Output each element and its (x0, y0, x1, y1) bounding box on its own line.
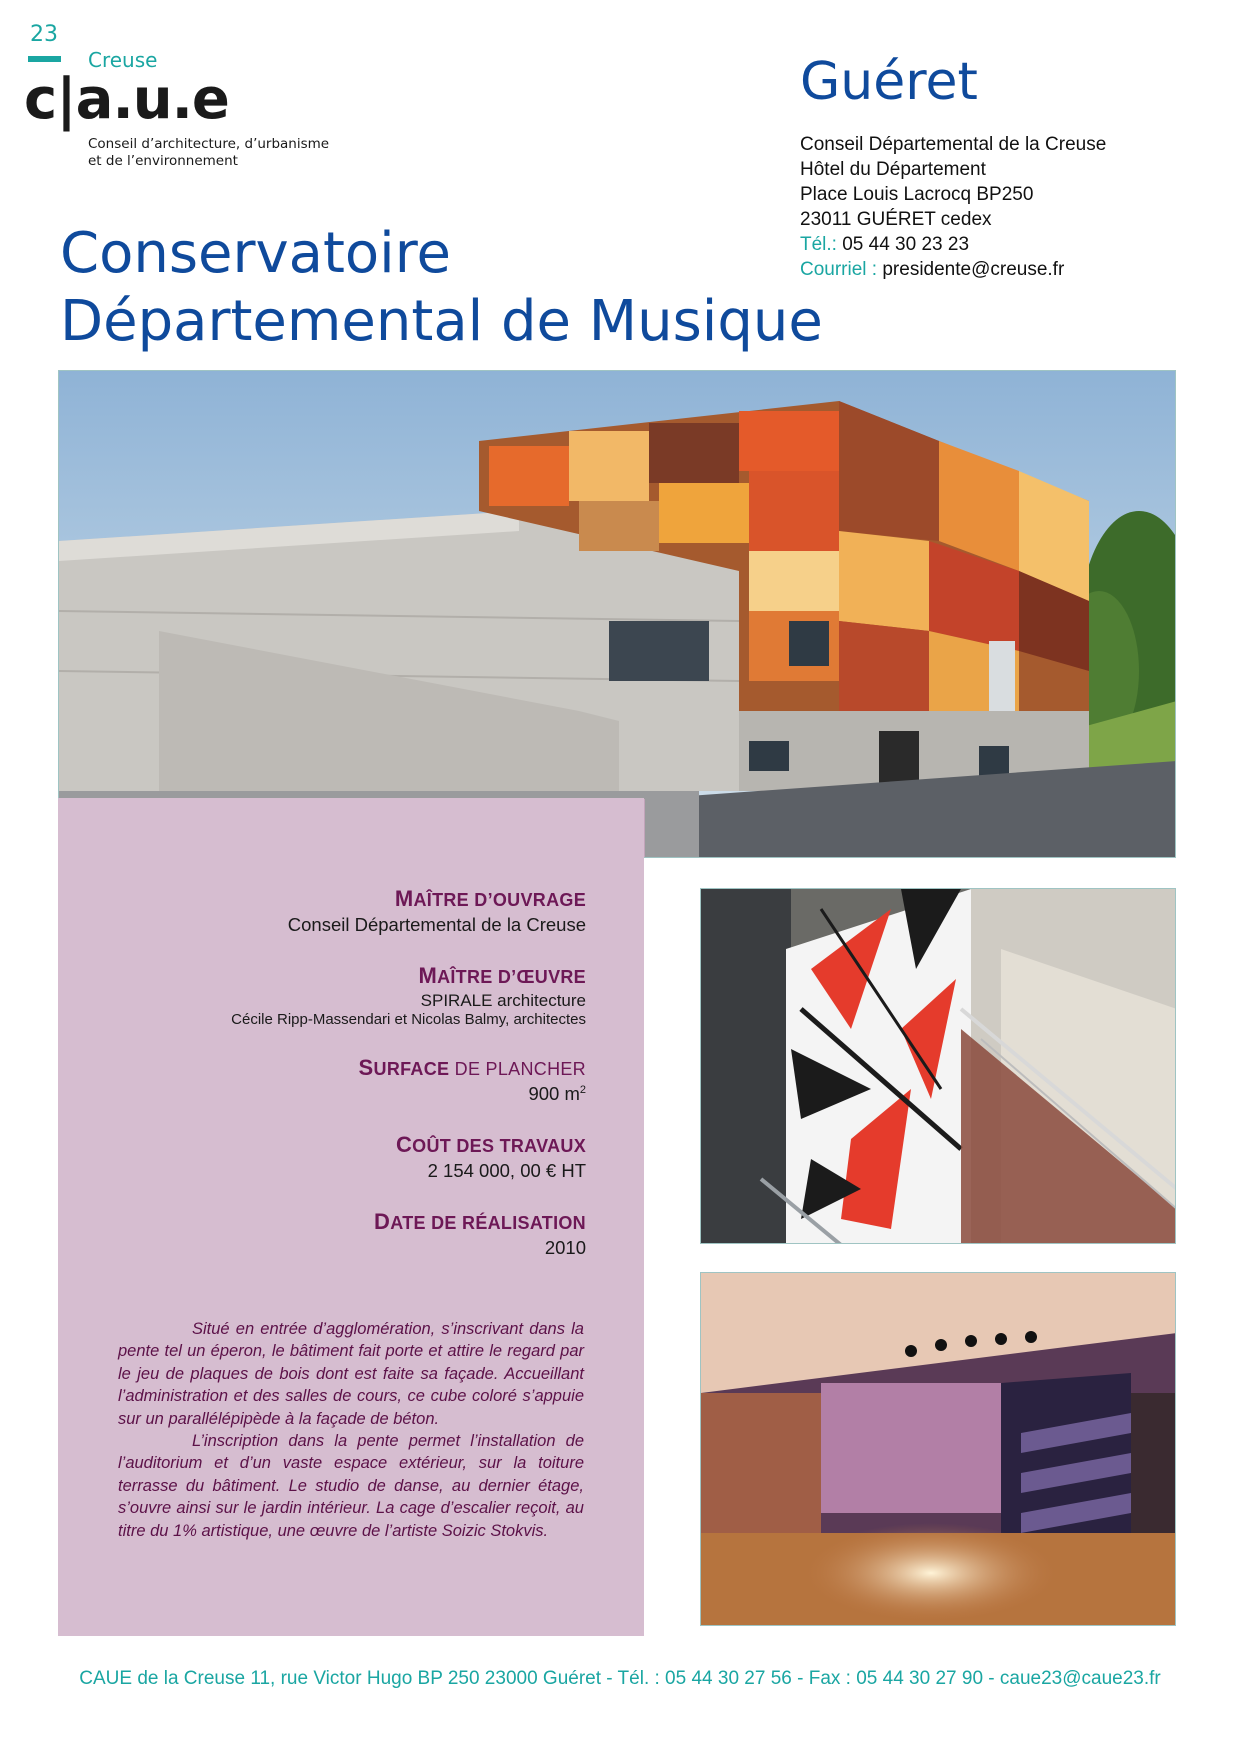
fact-value: 900 $m^2$ (528, 1083, 586, 1104)
fact-surface (58, 1055, 586, 1105)
fact-owner (58, 886, 586, 936)
fact-value: 2 154 000, 00 € HT (427, 1160, 586, 1181)
info-panel (58, 798, 644, 1636)
building-exterior-image (59, 371, 1176, 858)
fact-label: MAÎTRE D’ŒUVRE (418, 963, 586, 988)
logo-region: Creuse (88, 48, 158, 72)
fact-architect (58, 963, 586, 1028)
logo-accent-bar (28, 56, 61, 62)
fact-value: 2010 (544, 1237, 586, 1258)
logo-wordmark: c|a.u.e (24, 67, 229, 132)
fact-label: COÛT DES TRAVAUX (395, 1132, 586, 1157)
fact-label: MAÎTRE D’OUVRAGE (394, 886, 586, 911)
title-line1: Conservatoire (60, 221, 451, 286)
phone-label: Tél.: (800, 234, 837, 255)
address-line: Hôtel du Département (800, 159, 986, 180)
description-paragraph: L’inscription dans la pente permet l’installation de l’auditorium et d’un vaste espace extérieur, sur la toiture terrasse du bâtiment. Le studio de danse, au dernier étage, s’ouvre ainsi sur le jardin intérieur. La cage d’escalier reçoit, au titre du 1% artistique, une œuvre de l’artiste Soizic Stokvis. (118, 1432, 584, 1540)
address-block (800, 132, 1106, 282)
auditorium-photo (700, 1272, 1176, 1626)
logo-number: 23 (30, 22, 58, 47)
description-paragraph: Situé en entrée d’agglomération, s’inscrivant dans la pente tel un éperon, le bâtiment fait porte et attire le regard par le jeu de plaques de bois dont est faite sa façade. Accueillant l’administration et des salles de cours, ce cube coloré s’appuie sur un parallélépipède à la façade de béton. (118, 1320, 584, 1428)
hero-building-photo (58, 370, 1176, 858)
footer-contact: CAUE de la Creuse 11, rue Victor Hugo BP 250 23000 Guéret - Tél. : 05 44 30 27 56 - Fax : 05 44 30 27 90 - caue23@caue23.fr (79, 1668, 1161, 1689)
logo-tagline-line2: et de l’environnement (88, 153, 238, 169)
fact-value: Conseil Départemental de la Creuse (287, 914, 586, 935)
address-line: Conseil Départemental de la Creuse (800, 134, 1107, 155)
auditorium-image (701, 1273, 1176, 1626)
title-line2: Départemental de Musique (60, 289, 823, 354)
email-line (800, 257, 1106, 282)
staircase-mural-image (701, 889, 1176, 1244)
fact-subvalue: Cécile Ripp-Massendari et Nicolas Balmy, architectes (231, 1011, 586, 1028)
phone-line (800, 232, 1106, 257)
address-line: Place Louis Lacrocq BP250 (800, 184, 1034, 205)
fact-cost (58, 1132, 586, 1182)
address-line: 23011 GUÉRET cedex (800, 209, 992, 230)
fact-label: DATE DE RÉALISATION (374, 1209, 586, 1234)
staircase-photo (700, 888, 1176, 1244)
fact-value: SPIRALE architecture (420, 991, 586, 1010)
email-value[interactable]: presidente@creuse.fr (882, 259, 1065, 280)
fact-date (58, 1209, 586, 1259)
page-title (60, 220, 823, 356)
fact-label: SURFACE DE PLANCHER (358, 1055, 586, 1080)
city-name: Guéret (800, 52, 978, 112)
project-description (118, 1318, 584, 1542)
email-label: Courriel : (800, 259, 878, 280)
logo-tagline (88, 136, 329, 170)
project-facts (58, 886, 586, 1286)
logo-tagline-line1: Conseil d’architecture, d’urbanisme (88, 136, 330, 152)
phone-value: 05 44 30 23 23 (842, 234, 970, 255)
